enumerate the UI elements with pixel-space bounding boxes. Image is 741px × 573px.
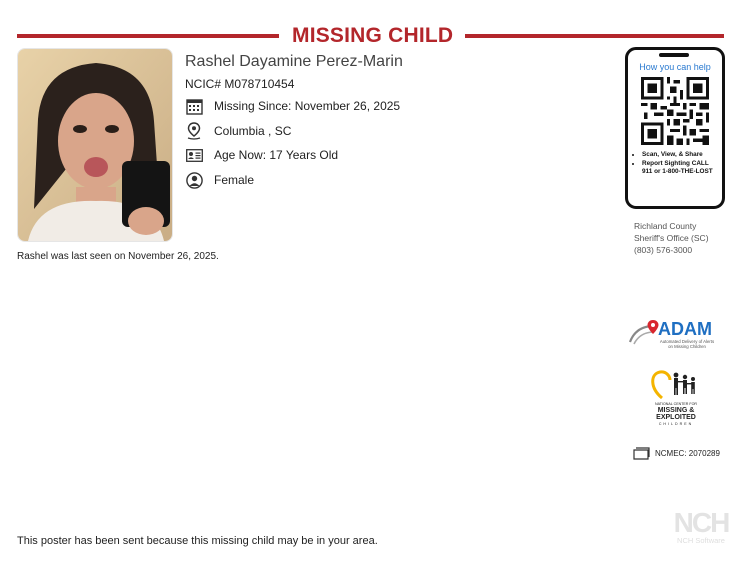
age-now: Age Now: 17 Years Old — [214, 148, 339, 162]
help-bullet-report: • Report Sighting CALL 911 or 1-800-THE-LOST — [642, 160, 720, 176]
age-row — [185, 146, 338, 164]
sex: Female — [214, 173, 255, 187]
adam-logo — [628, 316, 718, 356]
ncmec-logo — [646, 368, 706, 430]
ncmec-logo-line4: CHILDREN — [658, 422, 694, 426]
ncmec-id-row — [633, 447, 720, 460]
phone-notch — [659, 53, 689, 57]
header-rule-left — [17, 34, 279, 38]
nch-logo-text: NCH Software — [677, 536, 725, 545]
agency-info — [634, 220, 709, 256]
page-title: MISSING CHILD — [292, 24, 454, 47]
adam-logo-sub1: Automated Delivery of Alerts — [659, 339, 715, 344]
child-name: Rashel Dayamine Perez-Marin — [185, 53, 403, 70]
child-photo — [17, 48, 173, 242]
folder-icon — [633, 447, 650, 460]
missing-since: Missing Since: November 26, 2025 — [214, 99, 401, 113]
adam-logo-sub2: on Missing Children — [668, 344, 706, 349]
calendar-icon — [185, 97, 203, 115]
agency-phone[interactable]: (803) 576-3000 — [634, 245, 693, 255]
id-card-icon — [185, 146, 203, 164]
adam-logo-title: ADAM — [658, 319, 712, 339]
location-row — [185, 122, 291, 140]
ncmec-logo-line2: MISSING & — [657, 407, 695, 414]
person-icon — [185, 171, 203, 189]
help-heading: How you can help — [639, 62, 711, 72]
help-bullet-scan: • Scan, View, & Share — [642, 151, 720, 159]
agency-name-line2: Sheriff's Office (SC) — [634, 233, 709, 243]
help-bullets — [632, 151, 720, 177]
nch-logo-mark: NCH — [673, 507, 729, 538]
location-pin-icon — [185, 122, 203, 140]
agency-name-line1: Richland County — [634, 221, 697, 231]
footer-note: This poster has been sent because this missing child may be in your area. — [17, 535, 378, 547]
missing-since-row — [185, 97, 400, 115]
ncmec-logo-line3: EXPLOITED — [656, 414, 696, 421]
help-phone-card — [625, 47, 725, 209]
ncic-number: NCIC# M078710454 — [185, 77, 295, 91]
ncmec-id: NCMEC: 2070289 — [655, 449, 720, 458]
nch-software-logo — [672, 504, 730, 546]
last-seen-text: Rashel was last seen on November 26, 2025. — [17, 251, 219, 262]
header-rule-right — [465, 34, 724, 38]
ncmec-logo-line1: NATIONAL CENTER FOR — [655, 402, 697, 406]
location: Columbia , SC — [214, 124, 292, 138]
sex-row — [185, 171, 254, 189]
qr-code[interactable] — [641, 77, 709, 145]
